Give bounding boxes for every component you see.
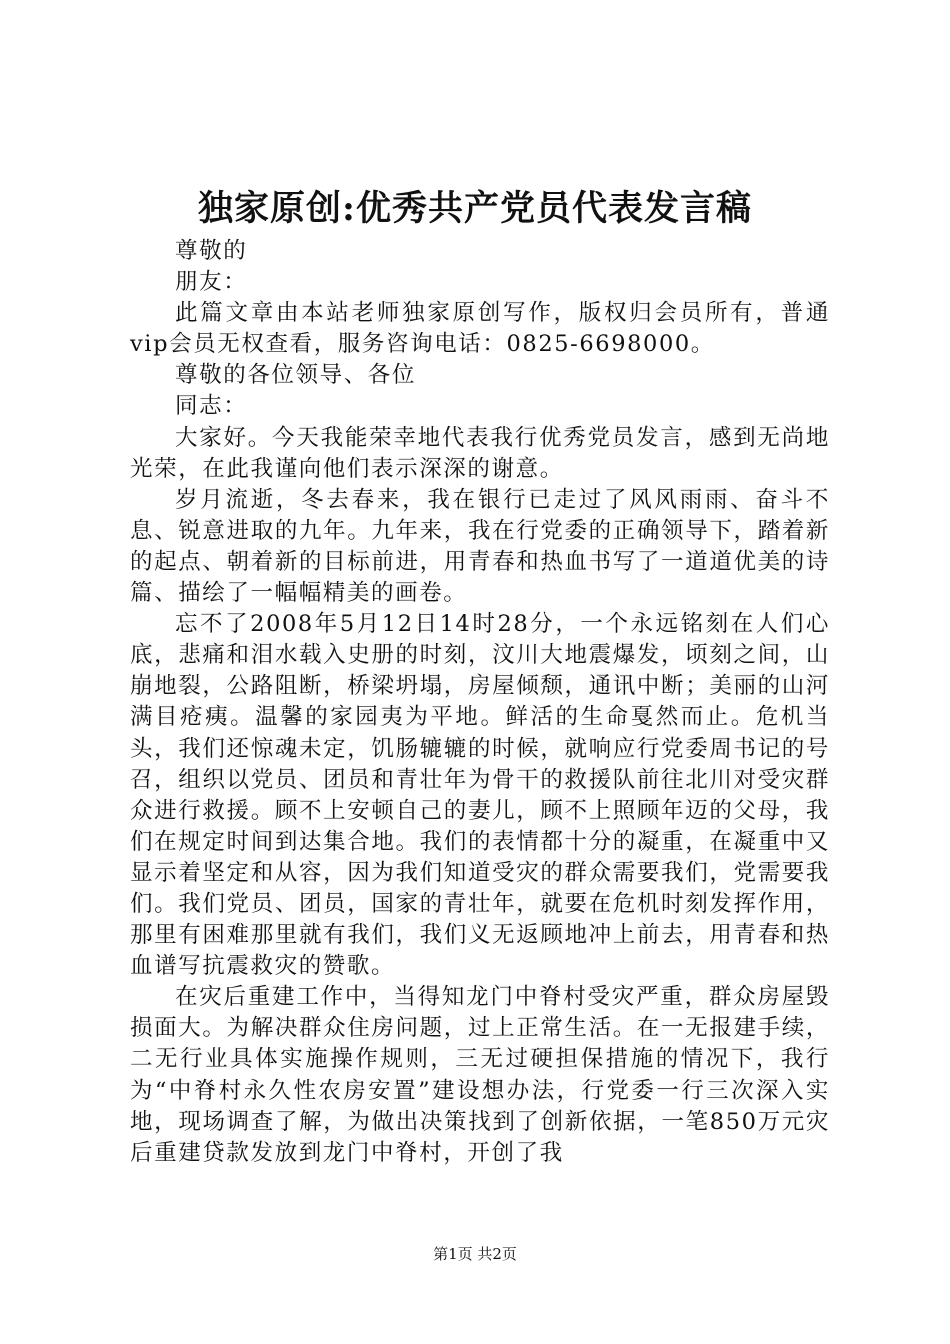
page-number: 第1页 [433, 1245, 473, 1263]
paragraph-salutation-1: 尊敬的 [175, 238, 248, 264]
paragraph-copyright-notice: 此篇文章由本站老师独家原创写作，版权归会员所有，普通vip会员无权查看，服务咨询电话：0825-6698000。 [130, 300, 830, 358]
paragraph-salutation-3: 尊敬的各位领导、各位 [175, 362, 417, 389]
paragraph-reconstruction: 在灾后重建工作中，当得知龙门中脊村受灾严重，群众房屋毁损面大。为解决群众住房问题，过上正常生活。在一无报建手续，二无行业具体实施操作规则，三无过硬担保措施的情况下，我行为“中脊村永久性农房安置”建设想办法，行党委一行三次深入实地，现场调查了解，为做出决策找到了创新依据，一笔850万元灾后重建贷款发放到龙门中脊村，开创了我 [130, 984, 830, 1166]
document-title: 独家原创:优秀共产党员代表发言稿 [198, 188, 752, 229]
page-total: 共2页 [477, 1245, 517, 1263]
paragraph-salutation-2: 朋友： [175, 269, 248, 296]
document-body [130, 236, 830, 1169]
paragraph-earthquake: 忘不了2008年5月12日14时28分，一个永远铭刻在人们心底，悲痛和泪水载入史册的时刻，汶川大地震爆发，顷刻之间，山崩地裂，公路阻断，桥梁坍塌，房屋倾颓，通讯中断；美丽的山河满目疮痍。温馨的家园夷为平地。鲜活的生命戛然而止。危机当头，我们还惊魂未定，饥肠辘辘的时候，就响应行党委周书记的号召，组织以党员、团员和青壮年为骨干的救援队前往北川对受灾群众进行救援。顾不上安顿自己的妻儿，顾不上照顾年迈的父母，我们在规定时间到达集合地。我们的表情都十分的凝重，在凝重中又显示着坚定和从容，因为我们知道受灾的群众需要我们，党需要我们。我们党员、团员，国家的青壮年，就要在危机时刻发挥作用，那里有困难那里就有我们，我们义无返顾地冲上前去，用青春和热血谱写抗震救灾的赞歌。 [130, 611, 830, 980]
paragraph-greeting: 大家好。今天我能荣幸地代表我行优秀党员发言，感到无尚地光荣，在此我谨向他们表示深深的谢意。 [130, 424, 830, 482]
paragraph-salutation-4: 同志： [175, 393, 248, 420]
page-footer [0, 1243, 950, 1265]
paragraph-nine-years: 岁月流逝，冬去春来，我在银行已走过了风风雨雨、奋斗不息、锐意进取的九年。九年来，我在行党委的正确领导下，踏着新的起点、朝着新的目标前进，用青春和热血书写了一道道优美的诗篇、描绘了一幅幅精美的画卷。 [130, 486, 830, 607]
